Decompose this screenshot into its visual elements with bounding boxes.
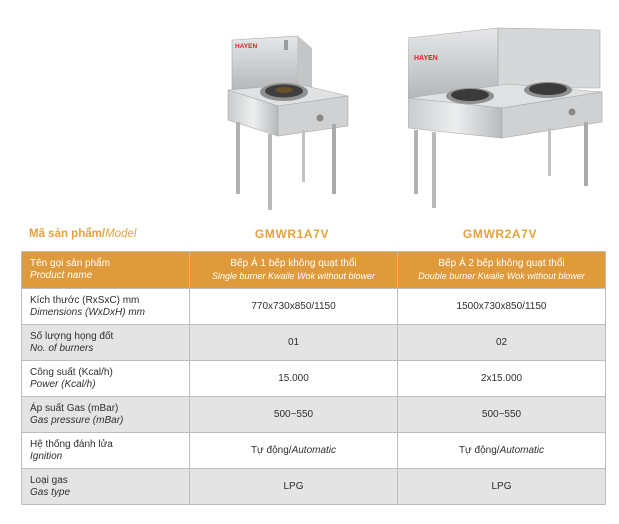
cell-model-1: Bếp Á 1 bếp không quạt thổi Single burner Kwaile Wok without blower [190, 252, 398, 289]
row-label: Kích thước (RxSxC) mm Dimensions (WxDxH) mm [22, 289, 190, 325]
double-burner-stove-image [408, 26, 604, 211]
svg-text:HAYEN: HAYEN [235, 43, 258, 50]
table-row [22, 325, 606, 361]
table-row [22, 252, 606, 289]
row-label: Loại gas Gas type [22, 469, 190, 505]
row-label: Tên gọi sản phẩm Product name [22, 252, 190, 289]
model-code-1: GMWR1A7V [254, 227, 330, 241]
cell-model-1: 15.000 [190, 361, 398, 397]
row-label: Áp suất Gas (mBar) Gas pressure (mBar) [22, 397, 190, 433]
spec-table [21, 251, 606, 505]
model-code-2: GMWR2A7V [462, 227, 538, 241]
cell-model-2: 1500x730x850/1150 [398, 289, 606, 325]
cell-model-1: LPG [190, 469, 398, 505]
cell-model-2: 2x15.000 [398, 361, 606, 397]
cell-model-2: 500~550 [398, 397, 606, 433]
model-label: Mã sản phẩm/Model [29, 228, 137, 240]
table-row [22, 361, 606, 397]
row-label: Công suất (Kcal/h) Power (Kcal/h) [22, 361, 190, 397]
cell-model-1: Tự động/Automatic [190, 433, 398, 469]
cell-model-2: Tự động/Automatic [398, 433, 606, 469]
table-row [22, 289, 606, 325]
row-label: Hệ thống đánh lửa Ignition [22, 433, 190, 469]
single-burner-stove-image [222, 34, 354, 212]
row-label: Số lượng họng đốt No. of burners [22, 325, 190, 361]
cell-model-2: 02 [398, 325, 606, 361]
table-row [22, 433, 606, 469]
cell-model-1: 500~550 [190, 397, 398, 433]
cell-model-1: 770x730x850/1150 [190, 289, 398, 325]
svg-text:HAYEN: HAYEN [414, 55, 438, 62]
table-row [22, 397, 606, 433]
cell-model-1: 01 [190, 325, 398, 361]
model-header-row [0, 226, 619, 244]
cell-model-2: Bếp Á 2 bếp không quạt thổi Double burner Kwaile Wok without blower [398, 252, 606, 289]
table-row [22, 469, 606, 505]
cell-model-2: LPG [398, 469, 606, 505]
